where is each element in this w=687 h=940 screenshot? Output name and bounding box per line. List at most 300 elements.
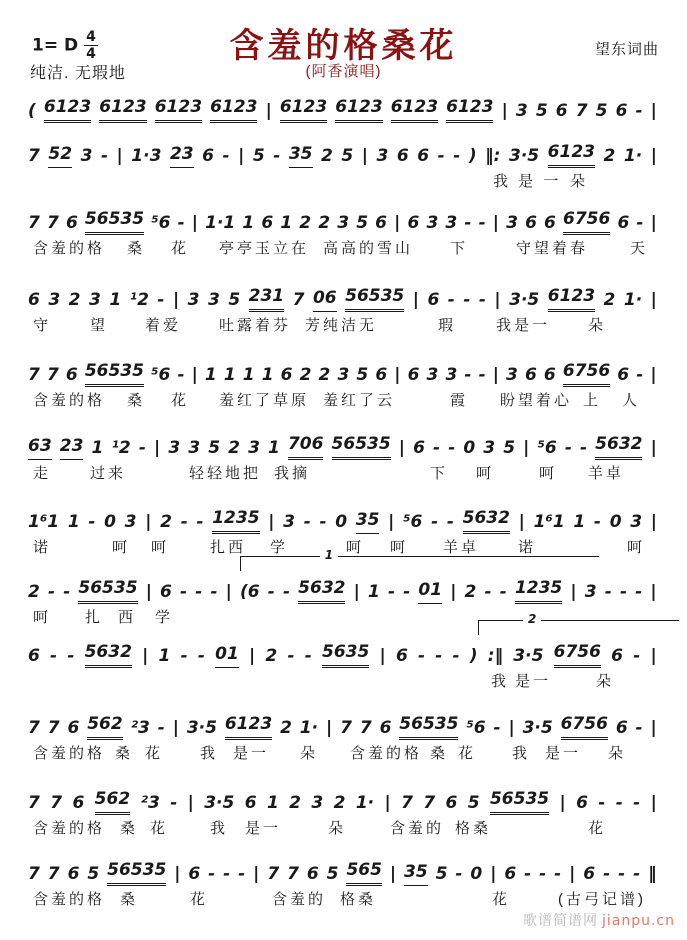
note-token: 5 bbox=[356, 365, 369, 385]
note-token: - bbox=[499, 582, 507, 602]
note-token: 7 bbox=[47, 864, 60, 884]
note-token: | bbox=[268, 512, 275, 532]
lyric-text: 羊卓 bbox=[588, 465, 625, 482]
note-token: | bbox=[191, 365, 198, 385]
lyric-text: 含羞的格 bbox=[33, 240, 106, 257]
note-token: 7 bbox=[287, 864, 299, 884]
note-token: | bbox=[518, 512, 525, 532]
note-token: 1 bbox=[158, 646, 171, 666]
note-token: | bbox=[388, 512, 395, 532]
notes-row bbox=[28, 712, 657, 740]
note-token: 3 bbox=[515, 101, 528, 121]
lyric-text: 桑 bbox=[115, 745, 134, 762]
note-token: 52 bbox=[48, 142, 72, 168]
note-token: 5632 bbox=[595, 432, 642, 460]
note-token: | bbox=[394, 365, 401, 385]
lyric-text: 桑 bbox=[120, 891, 139, 908]
lyric-text: 走 bbox=[33, 465, 52, 482]
note-token: 35 bbox=[404, 860, 428, 886]
note-token: 6 bbox=[407, 213, 420, 233]
note-token: - bbox=[180, 646, 188, 666]
note-token: | bbox=[650, 718, 657, 738]
note-token: - bbox=[47, 582, 56, 602]
lyric-text: 花 bbox=[190, 891, 209, 908]
note-token: - bbox=[580, 438, 588, 458]
lyric-text: 朵 bbox=[570, 173, 589, 190]
note-token: | bbox=[174, 864, 181, 884]
note-token: 706 bbox=[288, 432, 324, 460]
note-token: 7 bbox=[50, 793, 63, 813]
note-token: - bbox=[100, 146, 109, 166]
watermark-site-name: 歌谱简谱网 bbox=[522, 912, 598, 928]
note-token: | bbox=[492, 365, 499, 385]
note-token: 3 bbox=[207, 290, 220, 310]
note-token: 7 bbox=[28, 365, 40, 385]
note-token: 6 bbox=[375, 213, 387, 233]
lyric-text: 含羞的格 bbox=[33, 392, 106, 409]
lyric-text: 呵 bbox=[627, 539, 646, 556]
note-token: 23 bbox=[60, 434, 84, 460]
note-token: ¹2 bbox=[129, 290, 149, 310]
note-token: | bbox=[650, 213, 657, 233]
note-token: 7 bbox=[28, 718, 40, 738]
note-token: 6123 bbox=[225, 712, 272, 740]
note-token: 7 bbox=[292, 290, 305, 310]
note-token: 0 bbox=[104, 512, 116, 532]
tempo-mood-text: 纯洁. 无瑕地 bbox=[30, 65, 126, 82]
note-token: 6123 bbox=[391, 95, 438, 123]
note-token: 01 bbox=[215, 642, 239, 668]
note-token: 2 bbox=[68, 290, 81, 310]
note-token: - bbox=[238, 864, 246, 884]
note-token: 7 bbox=[28, 213, 40, 233]
note-token: 6 bbox=[375, 365, 388, 385]
note-token: 1 bbox=[109, 290, 122, 310]
note-token: | bbox=[559, 793, 566, 813]
note-token: 1 bbox=[223, 365, 236, 385]
note-token: 7 bbox=[46, 213, 59, 233]
lyric-text: 吐露着芬 bbox=[219, 317, 292, 334]
note-token: - bbox=[635, 718, 643, 738]
note-token: | bbox=[145, 512, 152, 532]
composer-credit: 望东词曲 bbox=[594, 41, 659, 58]
note-token: - bbox=[435, 646, 443, 666]
notes-row bbox=[28, 207, 657, 235]
note-token: - bbox=[177, 365, 185, 385]
note-token: 6756 bbox=[561, 712, 608, 740]
lyric-text: 桑 bbox=[127, 240, 146, 257]
lyric-text: 望 bbox=[90, 317, 109, 334]
note-token: 3·5 bbox=[509, 146, 540, 166]
note-token: 5 bbox=[535, 101, 548, 121]
lyric-text: 芳纯洁无 bbox=[305, 317, 378, 334]
notes-row bbox=[28, 140, 657, 168]
note-token: 1·1 bbox=[205, 213, 236, 233]
lyric-text: 朵 bbox=[608, 745, 627, 762]
lyric-text: 朵 bbox=[588, 317, 607, 334]
note-token: 6123 bbox=[44, 95, 91, 123]
lyric-text: 高高的雪山 bbox=[323, 240, 414, 257]
note-token: 3·5 bbox=[509, 290, 540, 310]
note-token: 3 bbox=[80, 146, 93, 166]
note-token: - bbox=[636, 213, 644, 233]
notation-line bbox=[0, 712, 687, 778]
note-token: - bbox=[177, 213, 185, 233]
note-token: 5632 bbox=[85, 640, 132, 668]
lyric-text: 花 bbox=[492, 891, 511, 908]
lyric-text: 花 bbox=[150, 820, 169, 837]
note-token: - bbox=[446, 512, 454, 532]
note-token: 6 bbox=[28, 646, 40, 666]
note-token: 6756 bbox=[563, 359, 610, 387]
note-token: 2 bbox=[603, 290, 616, 310]
lyric-text: 桑 bbox=[120, 820, 139, 837]
note-token: - bbox=[304, 646, 312, 666]
note-token: 56535 bbox=[399, 712, 458, 740]
note-token: 6 bbox=[544, 213, 556, 233]
note-token: 7 bbox=[359, 718, 372, 738]
note-token: 7 bbox=[340, 718, 352, 738]
lyric-text: 过来 bbox=[90, 465, 127, 482]
note-token: 1 bbox=[204, 365, 217, 385]
note-token: - bbox=[524, 864, 532, 884]
note-token: 7 bbox=[46, 365, 59, 385]
note-token: - bbox=[433, 438, 441, 458]
note-token: 2 bbox=[333, 793, 346, 813]
lyric-text: 羞红了草原 bbox=[219, 392, 310, 409]
lyric-text: 瑕 bbox=[438, 317, 457, 334]
note-token: 35 bbox=[356, 508, 380, 534]
note-token: | bbox=[490, 864, 497, 884]
notation-line bbox=[0, 207, 687, 273]
lyric-text: 人 bbox=[622, 392, 641, 409]
note-token: 6 bbox=[525, 213, 537, 233]
lyric-text: 含羞的 bbox=[390, 820, 445, 837]
note-token: - bbox=[484, 582, 492, 602]
note-token: | bbox=[412, 290, 419, 310]
note-token: 5 bbox=[467, 793, 480, 813]
note-token: | bbox=[384, 793, 391, 813]
lyric-text: 守 bbox=[33, 317, 52, 334]
note-token: 3 bbox=[445, 365, 458, 385]
lyric-text: 我 bbox=[200, 745, 219, 762]
note-token: | bbox=[650, 793, 657, 813]
note-token: - bbox=[63, 582, 71, 602]
note-token: | bbox=[191, 213, 198, 233]
note-token: 562 bbox=[87, 712, 123, 740]
lyric-text: 朵 bbox=[300, 745, 319, 762]
note-token: - bbox=[88, 512, 96, 532]
notes-row bbox=[28, 432, 657, 460]
note-token: | bbox=[569, 864, 576, 884]
note-token: 3 bbox=[88, 290, 101, 310]
note-token: - bbox=[282, 582, 291, 602]
note-token: | bbox=[650, 146, 657, 166]
notes-row bbox=[28, 787, 657, 815]
note-token: ⁵6 bbox=[403, 512, 423, 532]
note-token: - bbox=[417, 646, 426, 666]
note-token: ( bbox=[28, 101, 36, 121]
note-token: 6123 bbox=[446, 95, 493, 123]
note-token: | bbox=[145, 582, 152, 602]
note-token: 1 bbox=[261, 365, 274, 385]
note-token: | bbox=[650, 646, 657, 666]
note-token: 2 bbox=[318, 213, 331, 233]
note-token: 1 bbox=[280, 213, 293, 233]
note-token: 3·5 bbox=[522, 718, 553, 738]
lyric-text: 诺 bbox=[518, 539, 537, 556]
lyric-text: 我 是 一 bbox=[493, 173, 562, 190]
note-token: 01 bbox=[418, 578, 442, 604]
lyric-text: 我 bbox=[512, 745, 531, 762]
note-token: 3 bbox=[168, 438, 181, 458]
note-token: | bbox=[650, 365, 657, 385]
note-token: - bbox=[619, 582, 628, 602]
lyric-text: 呵 bbox=[539, 465, 558, 482]
note-token: - bbox=[633, 646, 641, 666]
note-token: 5 bbox=[595, 101, 608, 121]
note-token: 1⁶1 bbox=[533, 512, 565, 532]
note-token: 1⁶1 bbox=[28, 512, 60, 532]
note-token: :‖ bbox=[487, 646, 504, 666]
notation-line bbox=[0, 612, 687, 706]
note-token: | bbox=[570, 582, 577, 602]
note-token: - bbox=[453, 146, 461, 166]
note-token: 3 bbox=[445, 213, 458, 233]
note-token: 1 bbox=[67, 512, 80, 532]
note-token: - bbox=[138, 438, 146, 458]
note-token: - bbox=[593, 512, 601, 532]
note-token: - bbox=[170, 793, 178, 813]
lyric-text: 朵 bbox=[328, 820, 347, 837]
note-token: 0 bbox=[609, 512, 622, 532]
lyric-text: 学 bbox=[155, 609, 174, 626]
lyric-text: 花 bbox=[458, 745, 477, 762]
note-token: | bbox=[225, 582, 232, 602]
note-token: - bbox=[478, 290, 486, 310]
note-token: - bbox=[615, 793, 623, 813]
note-token: | bbox=[265, 101, 272, 121]
note-token: | bbox=[450, 582, 457, 602]
note-token: | bbox=[379, 646, 386, 666]
lyric-text: 花 bbox=[145, 745, 164, 762]
note-token: | bbox=[398, 438, 405, 458]
note-token: 3 bbox=[124, 512, 137, 532]
note-token: - bbox=[50, 646, 58, 666]
lyric-text: 呵 bbox=[390, 539, 409, 556]
notation-line bbox=[0, 787, 687, 853]
note-token: 7 bbox=[575, 101, 588, 121]
note-token: - bbox=[448, 438, 456, 458]
note-token: (6 bbox=[240, 582, 260, 602]
note-token: 6 bbox=[417, 146, 430, 166]
note-token: 1·3 bbox=[131, 146, 162, 166]
note-token: 1 bbox=[573, 512, 586, 532]
note-token: | bbox=[650, 438, 657, 458]
note-token: - bbox=[603, 864, 611, 884]
note-token: ) bbox=[468, 146, 477, 166]
note-token: 6 bbox=[427, 290, 440, 310]
note-token: 3 bbox=[187, 290, 200, 310]
note-token: | bbox=[238, 146, 245, 166]
note-token: | bbox=[389, 864, 397, 884]
note-token: | bbox=[172, 290, 180, 310]
note-token: 6 bbox=[67, 718, 80, 738]
note-token: - bbox=[210, 582, 218, 602]
note-token: 0 bbox=[470, 864, 483, 884]
note-token: 2 bbox=[28, 582, 40, 602]
lyric-text: 是一 bbox=[545, 745, 582, 762]
note-token: 7 bbox=[28, 793, 40, 813]
lyric-text: 是一 bbox=[233, 745, 270, 762]
note-token: | bbox=[650, 582, 657, 602]
note-token: | bbox=[650, 290, 657, 310]
lyric-text: 轻轻地把 bbox=[189, 465, 262, 482]
note-token: - bbox=[208, 864, 216, 884]
note-token: ⁵6 bbox=[466, 718, 486, 738]
note-token: - bbox=[564, 438, 572, 458]
lyric-text: 我 bbox=[210, 820, 229, 837]
note-token: 3 bbox=[188, 438, 201, 458]
watermark-site-domain: jianpu.cn bbox=[601, 913, 675, 929]
note-token: 6 bbox=[261, 213, 274, 233]
note-token: - bbox=[267, 582, 275, 602]
lyric-text: 格桑 bbox=[340, 891, 377, 908]
notes-row bbox=[28, 95, 657, 123]
lyric-text: 是一 bbox=[245, 820, 282, 837]
lyric-text: 下 bbox=[430, 465, 449, 482]
lyric-text: 羊卓 bbox=[443, 539, 480, 556]
note-token: - bbox=[387, 582, 396, 602]
note-token: 6 bbox=[160, 582, 172, 602]
note-token: | bbox=[650, 512, 657, 532]
note-token: 565 bbox=[346, 858, 382, 886]
note-token: 2 bbox=[299, 213, 312, 233]
notation-line bbox=[0, 140, 687, 206]
note-token: 6123 bbox=[548, 140, 595, 168]
note-token: 1 bbox=[242, 365, 255, 385]
note-token: 1· bbox=[623, 146, 643, 166]
note-token: 1 bbox=[91, 438, 104, 458]
note-token: 6 bbox=[413, 438, 425, 458]
lyric-text: 是一 bbox=[515, 673, 552, 690]
note-token: | bbox=[154, 438, 161, 458]
lyric-text: 呵 bbox=[33, 609, 52, 626]
note-token: 6 bbox=[72, 793, 85, 813]
note-token: - bbox=[455, 864, 463, 884]
note-token: 2 bbox=[464, 582, 477, 602]
notation-line bbox=[0, 432, 687, 498]
note-token: - bbox=[463, 290, 471, 310]
note-token: 5632 bbox=[298, 576, 345, 604]
note-token: 5 bbox=[326, 864, 339, 884]
note-token: 6123 bbox=[210, 95, 257, 123]
note-token: 7 bbox=[28, 146, 40, 166]
note-token: 3 bbox=[283, 512, 296, 532]
note-token: 3 bbox=[483, 438, 496, 458]
notes-row bbox=[28, 506, 657, 534]
lyric-text: 呵 bbox=[346, 539, 365, 556]
note-token: 7 bbox=[423, 793, 436, 813]
lyric-text: 我摘 bbox=[274, 465, 311, 482]
lyric-text: 羞红了云 bbox=[323, 392, 396, 409]
note-token: - bbox=[493, 718, 501, 738]
note-token: 5 bbox=[356, 213, 369, 233]
note-token: | bbox=[508, 718, 515, 738]
lyric-text: 桑 bbox=[430, 745, 449, 762]
note-token: 3 bbox=[584, 582, 597, 602]
note-token: 6 bbox=[504, 864, 517, 884]
note-token: 6 bbox=[67, 864, 80, 884]
note-token: - bbox=[197, 646, 205, 666]
lyric-text: 守望着春 bbox=[516, 240, 589, 257]
note-token: 5 bbox=[503, 438, 516, 458]
note-token: | bbox=[253, 864, 260, 884]
note-token: 3 bbox=[506, 213, 518, 233]
lyric-text: 桑 bbox=[127, 392, 146, 409]
note-token: - bbox=[554, 864, 562, 884]
note-token: | bbox=[116, 146, 123, 166]
note-token: - bbox=[157, 718, 165, 738]
note-token: 1· bbox=[623, 290, 643, 310]
note-token: 3 bbox=[506, 365, 518, 385]
note-token: 35 bbox=[289, 142, 313, 168]
lyric-text: 格桑 bbox=[455, 820, 492, 837]
lyric-text: 花 bbox=[588, 820, 607, 837]
lyric-text: 含羞的格 bbox=[33, 820, 106, 837]
note-token: - bbox=[195, 582, 203, 602]
note-token: - bbox=[618, 864, 626, 884]
note-token: 6 bbox=[583, 864, 596, 884]
note-token: | bbox=[650, 101, 657, 121]
note-token: 6 bbox=[445, 793, 458, 813]
performer-subtitle: (阿香演唱) bbox=[305, 63, 382, 80]
note-token: - bbox=[223, 864, 231, 884]
note-token: 06 bbox=[313, 286, 337, 312]
note-token: 56535 bbox=[490, 787, 549, 815]
note-token: 56535 bbox=[85, 359, 144, 387]
volta-bracket bbox=[478, 612, 679, 635]
note-token: 2 bbox=[289, 793, 301, 813]
note-token: 2 bbox=[299, 365, 312, 385]
note-token: 6 bbox=[28, 290, 40, 310]
note-token: 3·5 bbox=[204, 793, 235, 813]
note-token: - bbox=[464, 213, 472, 233]
note-token: - bbox=[180, 582, 188, 602]
note-token: - bbox=[431, 512, 439, 532]
note-token: 1· bbox=[355, 793, 375, 813]
note-token: | bbox=[361, 146, 369, 166]
note-token: 2 bbox=[321, 146, 333, 166]
note-token: 5 bbox=[435, 864, 448, 884]
note-token: 3 bbox=[426, 213, 439, 233]
note-token: ‖ bbox=[648, 864, 657, 884]
note-token: 562 bbox=[95, 787, 131, 815]
notes-row bbox=[28, 640, 657, 668]
note-token: 6 bbox=[379, 718, 392, 738]
note-token: | bbox=[172, 718, 179, 738]
note-token: 7 bbox=[401, 793, 413, 813]
note-token: - bbox=[464, 365, 472, 385]
notes-row bbox=[28, 858, 657, 886]
key-text: 1= D bbox=[32, 35, 79, 56]
note-token: ⁵6 bbox=[537, 438, 557, 458]
note-token: 6123 bbox=[99, 95, 146, 123]
note-token: - bbox=[196, 512, 204, 532]
note-token: - bbox=[452, 646, 460, 666]
note-token: 231 bbox=[249, 284, 285, 312]
note-token: 2 bbox=[280, 718, 292, 738]
